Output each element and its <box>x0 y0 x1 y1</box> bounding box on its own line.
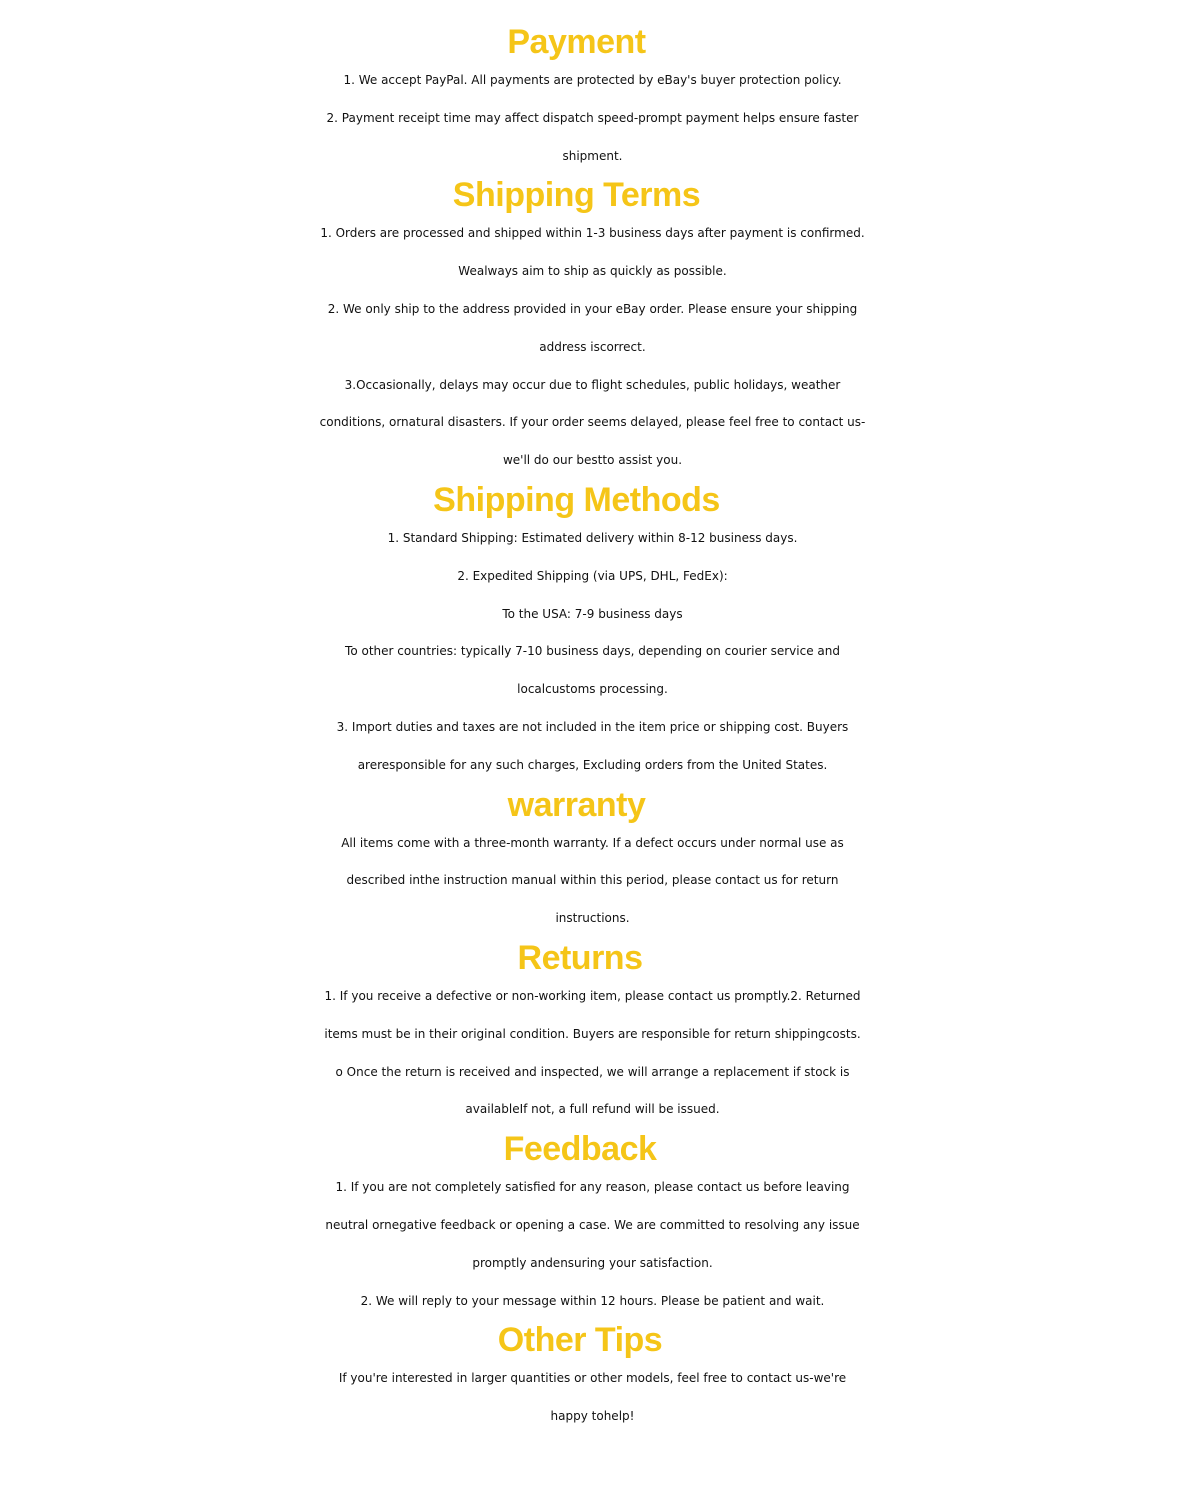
shipping-methods-line: 1. Standard Shipping: Estimated delivery within 8-12 business days. <box>387 530 798 545</box>
shipping-terms-line: conditions, ornatural disasters. If your order seems delayed, please feel free to contact us- <box>319 415 866 430</box>
shipping-methods-line: 3. Import duties and taxes are not included in the item price or shipping cost. Buyers <box>336 719 849 734</box>
warranty-line: All items come with a three-month warranty. If a defect occurs under normal use as <box>341 835 844 850</box>
heading-feedback: Feedback <box>503 1130 657 1169</box>
shipping-methods-line: 2. Expedited Shipping (via UPS, DHL, FedEx): <box>457 568 728 583</box>
shipping-terms-line: address iscorrect. <box>539 339 646 354</box>
shipping-terms-line: 1. Orders are processed and shipped within 1-3 business days after payment is confirmed. <box>320 226 865 241</box>
heading-shipping-terms: Shipping Terms <box>452 176 701 215</box>
warranty-line: instructions. <box>555 911 630 926</box>
section-payment <box>0 22 1185 175</box>
heading-payment: Payment <box>507 23 646 61</box>
shipping-terms-line: 2. We only ship to the address provided in your eBay order. Please ensure your shipping <box>327 301 858 316</box>
section-returns <box>0 938 1185 1129</box>
feedback-line: promptly andensuring your satisfaction. <box>472 1255 713 1270</box>
heading-returns: Returns <box>517 938 643 977</box>
feedback-line: 2. We will reply to your message within 12 hours. Please be patient and wait. <box>360 1293 825 1308</box>
heading-shipping-methods: Shipping Methods <box>433 480 720 519</box>
feedback-line: 1. If you are not completely satisfied for any reason, please contact us before leaving <box>335 1180 850 1195</box>
shipping-terms-line: 3.Occasionally, delays may occur due to flight schedules, public holidays, weather <box>344 377 841 392</box>
section-shipping-terms <box>0 175 1185 480</box>
section-shipping-methods <box>0 480 1185 785</box>
returns-line: o Once the return is received and inspected, we will arrange a replacement if stock is <box>335 1064 850 1079</box>
returns-line: availableIf not, a full refund will be issued. <box>465 1102 720 1117</box>
section-other-tips <box>0 1320 1185 1436</box>
other-tips-line: If you're interested in larger quantities or other models, feel free to contact us-we're <box>338 1371 847 1386</box>
shipping-terms-line: we'll do our bestto assist you. <box>502 453 683 468</box>
section-feedback <box>0 1129 1185 1320</box>
shipping-methods-line: areresponsible for any such charges, Excluding orders from the United States. <box>357 757 828 772</box>
returns-line: 1. If you receive a defective or non-working item, please contact us promptly.2. Returned <box>324 988 861 1003</box>
section-warranty <box>0 785 1185 938</box>
heading-warranty: warranty <box>507 785 646 824</box>
shipping-methods-line: localcustoms processing. <box>517 682 668 697</box>
heading-other-tips: Other Tips <box>497 1321 663 1360</box>
feedback-line: neutral ornegative feedback or opening a case. We are committed to resolving any issue <box>325 1217 860 1232</box>
payment-line: 2. Payment receipt time may affect dispatch speed-prompt payment helps ensure faster <box>326 110 859 125</box>
payment-line: 1. We accept PayPal. All payments are protected by eBay's buyer protection policy. <box>343 73 842 87</box>
other-tips-line: happy tohelp! <box>550 1409 635 1424</box>
shipping-methods-line: To other countries: typically 7-10 business days, depending on courier service and <box>345 644 840 659</box>
shipping-terms-line: Wealways aim to ship as quickly as possible. <box>458 264 727 279</box>
warranty-line: described inthe instruction manual within this period, please contact us for return <box>346 873 839 888</box>
returns-line: items must be in their original condition. Buyers are responsible for return shippingcosts. <box>324 1026 861 1041</box>
shipping-methods-line: To the USA: 7-9 business days <box>502 606 683 621</box>
payment-line: shipment. <box>562 148 623 163</box>
